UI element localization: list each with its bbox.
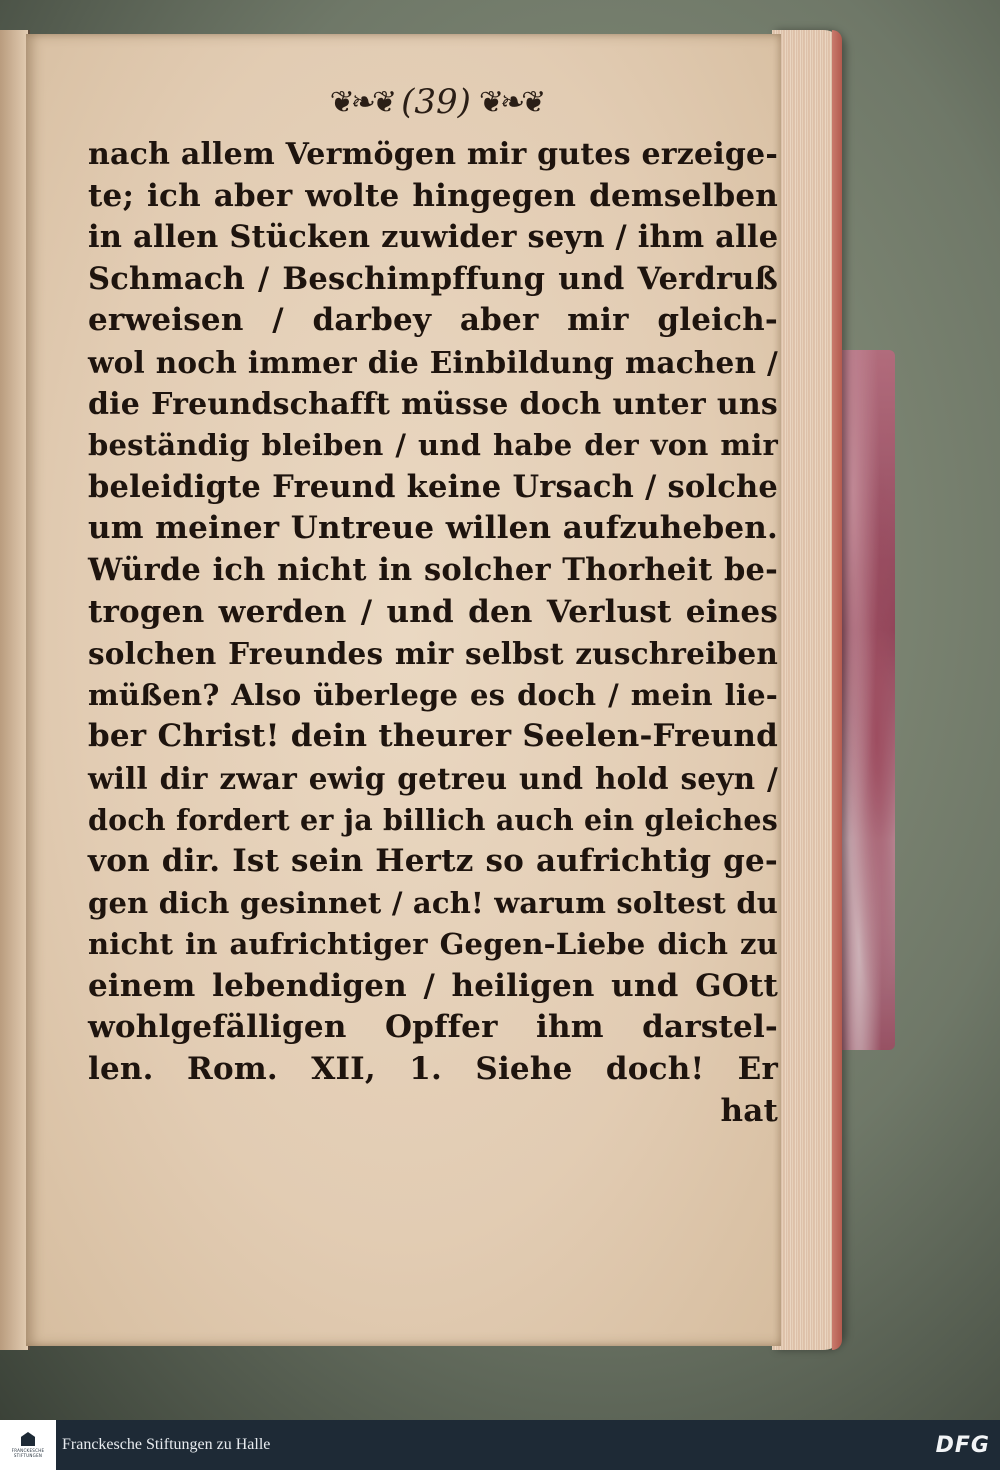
text-line: müßen? Also überlege es doch / mein lie-	[88, 677, 778, 712]
text-line: trogen werden / und den Verlust eines	[88, 593, 778, 630]
text-line: um meiner Untreue willen aufzuheben.	[88, 510, 778, 547]
text-line: solchen Freundes mir selbst zuschreiben	[88, 636, 778, 672]
logo-text: FRANCKESCHE STIFTUNGEN	[11, 1448, 45, 1458]
dfg-logo[interactable]: DFG	[935, 1432, 990, 1458]
ornament-left-icon: ❦❧❦	[329, 84, 394, 120]
text-line: erweisen / darbey aber mir gleich-	[88, 302, 778, 339]
text-line: Würde ich nicht in solcher Thorheit be-	[88, 551, 778, 588]
ornament-right-icon: ❦❧❦	[478, 84, 543, 120]
text-line: ber Christ! dein theurer Seelen-Freund	[88, 718, 778, 755]
text-line: nicht in aufrichtiger Gegen-Liebe dich zu	[88, 927, 778, 962]
text-line: gen dich gesinnet / ach! warum soltest du	[88, 885, 779, 920]
page-number: (39)	[401, 82, 471, 122]
text-line: wohlgefälligen Opffer ihm darstel-	[88, 1009, 778, 1046]
text-line: in allen Stücken zuwider seyn / ihm alle	[88, 219, 779, 256]
viewer-footer	[0, 1420, 1000, 1470]
text-line: Schmach / Beschimpffung und Verdruß	[88, 260, 778, 297]
text-line: von dir. Ist sein Hertz so aufrichtig ge-	[88, 843, 778, 880]
page-edges	[772, 30, 842, 1350]
institution-logo[interactable]	[0, 1420, 56, 1470]
text-line: doch fordert er ja billich auch ein gleiches	[88, 802, 778, 837]
text-block	[88, 134, 778, 1132]
text-line: te; ich aber wolte hingegen demselben	[88, 177, 778, 214]
text-line: beständig bleiben / und habe der von mir	[88, 428, 778, 463]
building-icon	[21, 1432, 35, 1446]
page-header	[306, 72, 566, 132]
catchword: hat	[720, 1092, 778, 1129]
text-line: len. Rom. XII, 1. Siehe doch! Er	[88, 1051, 778, 1088]
text-line: die Freundschafft müsse doch unter uns	[88, 386, 778, 422]
book-page	[26, 34, 781, 1346]
text-line: beleidigte Freund keine Ursach / solche	[88, 468, 778, 505]
text-line: wol noch immer die Einbildung machen /	[88, 344, 778, 380]
institution-name[interactable]: Franckesche Stiftungen zu Halle	[62, 1436, 271, 1453]
text-line: nach allem Vermögen mir gutes erzeige-	[88, 137, 778, 172]
text-line: will dir zwar ewig getreu und hold seyn /	[88, 760, 778, 796]
marbled-endpaper	[835, 350, 895, 1050]
text-line: einem lebendigen / heiligen und GOtt	[88, 967, 778, 1004]
